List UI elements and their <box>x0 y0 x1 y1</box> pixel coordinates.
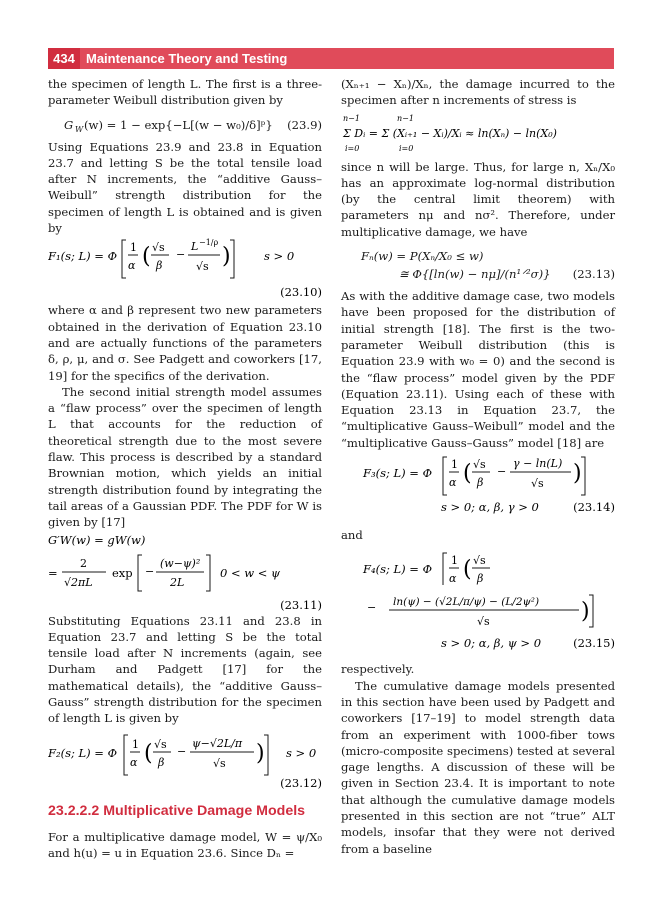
minus-sign: − <box>177 744 187 758</box>
condition: s > 0; α, β, γ > 0 <box>441 500 539 515</box>
sum-upper-limit: n−1 <box>397 113 414 123</box>
paragraph: Using Equations 23.9 and 23.8 in Equation 23.7 and letting S be the total tensile load after N increments, the “additive Gauss–Weibull” strength distribution for the specimen of length L is obtained and is given by <box>48 139 322 236</box>
section-heading: 23.2.2.2 Multiplicative Damage Models <box>48 802 306 819</box>
equation-sum <box>341 109 615 159</box>
left-bracket <box>122 240 126 278</box>
paragraph: Substituting Equations 23.11 and 23.8 in Equation 23.7 and letting S be the total tensile load after N increments (again, see Durham and Padgett [17] for the mathematical details), the “additive Gauss–Gauss” strength distribution for the specimen of length L is given by <box>48 613 322 726</box>
right-bracket <box>264 735 268 775</box>
fraction-denominator: β <box>158 755 165 769</box>
fraction-numerator: 2 <box>80 556 87 570</box>
paragraph: The cumulative damage models presented in this section have been used by Padgett and coworkers [17–19] to model strength data from an experiment with 1000-fiber tows (micro-composite specimens) tested at several gage lengths. A discussion of these will be given in Section 23.4. It is important to note that although the cumulative damage models presented in this section are not “true” ALT models, insofar that they were not derived from a baseline <box>341 678 615 856</box>
fraction-numerator: √s <box>154 737 167 751</box>
fraction-numerator: γ − ln(L) <box>513 457 563 471</box>
right-paren: ) <box>581 599 590 625</box>
eq-lhs: F₁(s; L) = Φ <box>48 249 118 264</box>
paragraph: The second initial strength model assumes a “flaw process” over the specimen of length L that accounts for the reduction of theoretical strength due to the most severe flaw. This process is described by a standard Brownian motion, which yields an initial strength distribution found by integrating the tail areas of a Gaussian PDF. The PDF for W is given by [17] <box>48 384 322 530</box>
paragraph: since n will be large. Thus, for large n, Xₙ/X₀ has an approximate log-normal distribution (by the central limit theorem) with parameters nμ and nσ². Therefore, under multiplicative damage, we have <box>341 159 615 239</box>
equation-23-10 <box>48 236 322 302</box>
right-paren: ) <box>256 740 265 766</box>
equals-sign: = <box>48 565 58 580</box>
right-bracket <box>581 457 585 495</box>
left-bracket <box>138 555 142 591</box>
equation-number: (23.10) <box>280 285 322 300</box>
sum-lower-limit: i=0 <box>345 143 360 153</box>
equation-23-14 <box>341 451 615 517</box>
fraction-denominator: √s <box>196 260 209 274</box>
fraction-numerator: √s <box>473 554 486 568</box>
fraction-denominator: √s <box>213 756 226 770</box>
eq-line: G′W(w) = gW(w) <box>48 532 146 547</box>
running-title: Maintenance Theory and Testing <box>86 51 288 66</box>
eq-lhs: G <box>64 117 74 132</box>
left-bracket <box>124 735 128 775</box>
fraction-numerator: 1 <box>132 737 139 751</box>
eq-lhs: F₃(s; L) = Φ <box>363 466 433 481</box>
condition: 0 < w < ψ <box>220 565 281 580</box>
fraction-numerator: 1 <box>451 458 458 472</box>
minus-sign: − <box>145 564 155 578</box>
paragraph: For a multiplicative damage model, W = ψ/X₀ and h(u) = u in Equation 23.6. Since Dₙ = <box>48 829 322 860</box>
eq-line: ≅ Φ{[ln(w) − nμ]/(n¹ᐟ²σ)} <box>399 267 551 282</box>
fraction-denominator: 2L <box>170 575 185 589</box>
minus-sign: − <box>497 465 507 479</box>
fraction-numerator: √s <box>152 241 165 255</box>
paragraph: As with the additive damage case, two models have been proposed for the distribution of initial strength [18]. The first is the two-parameter Weibull distribution (this is Equation 23.9 with w₀ = 0) and the second is the “flaw process” model given by the PDF (Equation 23.11). Using each of these with Equation 23.13 in Equation 23.7, the “multiplicative Gauss–Weibull” model and the “multiplicative Gauss–Gauss” model [18] are <box>341 289 615 450</box>
equation-number: (23.14) <box>573 500 615 515</box>
fraction-denominator: √s <box>477 615 490 629</box>
equation-number: (23.11) <box>280 597 322 612</box>
paragraph: and <box>341 528 363 543</box>
right-column <box>341 76 615 857</box>
minus-sign: − <box>367 601 377 615</box>
eq-lhs: F₂(s; L) = Φ <box>48 745 118 760</box>
exp-function: exp <box>112 565 133 580</box>
fraction-numerator: L <box>191 240 199 254</box>
page-number: 434 <box>48 48 80 69</box>
right-bracket <box>589 595 593 627</box>
paragraph: respectively. <box>341 662 415 677</box>
fraction-denominator: β <box>477 476 484 490</box>
paragraph: where α and β represent two new parameters obtained in the derivation of Equation 23.10 and are actually functions of the parameters δ, ρ, μ, and σ. See Padgett and coworkers [17, 19] for the specifics of the derivation. <box>48 303 322 383</box>
eq-line: Fₙ(w) = P(Xₙ/X₀ ≤ w) <box>361 249 484 264</box>
left-paren: ( <box>463 461 472 487</box>
fraction-denominator: α <box>128 259 136 273</box>
eq-rhs: (w) = 1 − exp{−L[(w − w₀)/δ]ᵖ} <box>84 117 273 132</box>
equation-number: (23.12) <box>280 775 322 790</box>
fraction-numerator: ψ−√2L/π <box>192 736 243 750</box>
paragraph: (Xₙ₊₁ − Xₙ)/Xₙ, the damage incurred to the specimen after n increments of stress is <box>341 77 615 108</box>
left-bracket <box>443 457 447 495</box>
right-bracket <box>206 555 210 591</box>
minus-sign: − <box>176 248 186 262</box>
eq-subscript: W <box>75 124 84 134</box>
equation-23-11 <box>48 531 322 613</box>
exponent: −1/ρ <box>199 238 219 248</box>
equation-23-9 <box>48 109 322 139</box>
fraction-denominator: √2πL <box>64 575 93 589</box>
right-bracket <box>230 240 234 278</box>
fraction-numerator: √s <box>473 458 486 472</box>
eq-lhs: F₄(s; L) = Φ <box>363 562 433 577</box>
fraction-denominator: √s <box>531 477 544 491</box>
left-column <box>48 76 322 861</box>
fraction-numerator: 1 <box>451 554 458 568</box>
fraction-numerator: 1 <box>130 241 137 255</box>
fraction-denominator: α <box>449 476 457 490</box>
equation-number: (23.13) <box>572 267 615 282</box>
condition: s > 0 <box>264 249 295 264</box>
condition: s > 0 <box>286 745 317 760</box>
left-bracket <box>443 553 447 585</box>
equation-23-13 <box>341 240 615 288</box>
fraction-denominator: β <box>477 572 484 586</box>
paragraph: the specimen of length L. The first is a three-parameter Weibull distribution given by <box>48 77 322 108</box>
condition: s > 0; α, β, ψ > 0 <box>441 636 542 651</box>
left-paren: ( <box>142 244 151 270</box>
fraction-denominator: α <box>130 755 138 769</box>
right-paren: ) <box>222 244 231 270</box>
fraction-numerator: (w−ψ)² <box>160 556 201 570</box>
equation-23-12 <box>48 727 322 793</box>
equation-23-15 <box>341 543 615 653</box>
fraction-denominator: β <box>156 259 163 273</box>
right-paren: ) <box>573 461 582 487</box>
equation-number: (23.15) <box>573 636 615 651</box>
fraction-denominator: α <box>449 572 457 586</box>
equation-number: (23.9) <box>287 117 322 132</box>
left-paren: ( <box>463 557 472 583</box>
fraction-numerator: ln(ψ) − (√2L/π/ψ) − (L/2ψ²) <box>393 596 540 609</box>
sum-expression: Σ Dᵢ = Σ (Xᵢ₊₁ − Xᵢ)/Xᵢ ≈ ln(Xₙ) − ln(X₀) <box>343 126 557 140</box>
sum-upper-limit: n−1 <box>343 113 360 123</box>
left-paren: ( <box>144 740 153 766</box>
sum-lower-limit: i=0 <box>399 143 414 153</box>
